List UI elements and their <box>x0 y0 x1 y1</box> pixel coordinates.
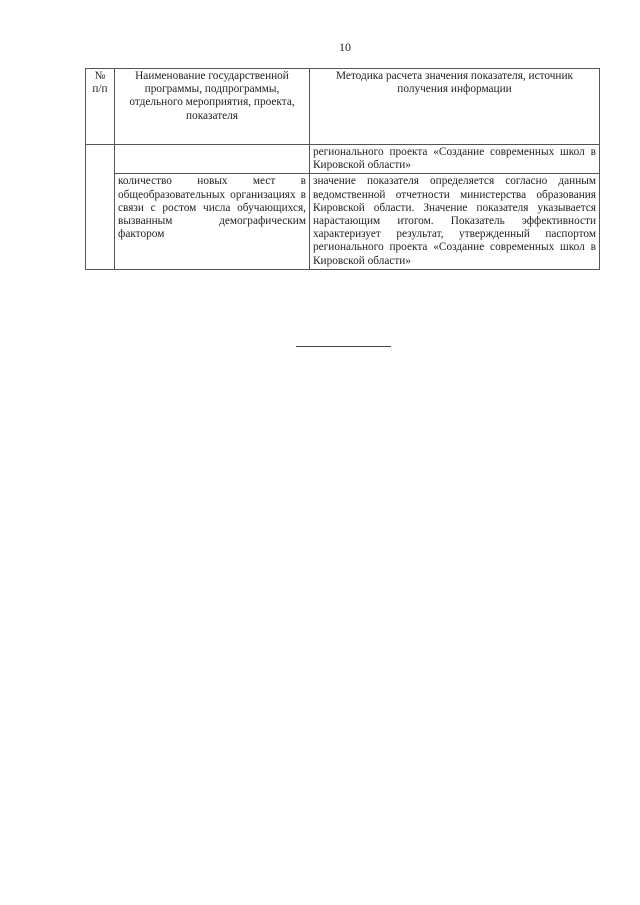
header-name: Наименование государственной программы, подпрограммы, отдельного мероприятия, проекта, показателя <box>115 69 310 145</box>
table-row <box>86 145 600 174</box>
table-row <box>86 174 600 269</box>
cell-name: количество новых мест в общеобразовательных организациях в связи с ростом числа обучающихся, вызванным демографическим фактором <box>115 174 310 269</box>
cell-method: значение показателя определяется согласно данным ведомственной отчетности министерства образования Кировской области. Значение показателя указывается нарастающим итогом. Показатель эффективности характеризует результат, утвержденный паспортом регионального проекта «Создание современных школ в Кировской области» <box>310 174 600 269</box>
end-separator-line <box>296 346 391 347</box>
cell-number <box>86 145 115 270</box>
page-number: 10 <box>339 40 351 54</box>
indicator-table <box>85 68 600 270</box>
cell-method: регионального проекта «Создание современных школ в Кировской области» <box>310 145 600 174</box>
header-method: Методика расчета значения показателя, источник получения информации <box>310 69 600 145</box>
header-number: № п/п <box>86 69 115 145</box>
table-header-row <box>86 69 600 145</box>
cell-name <box>115 145 310 174</box>
